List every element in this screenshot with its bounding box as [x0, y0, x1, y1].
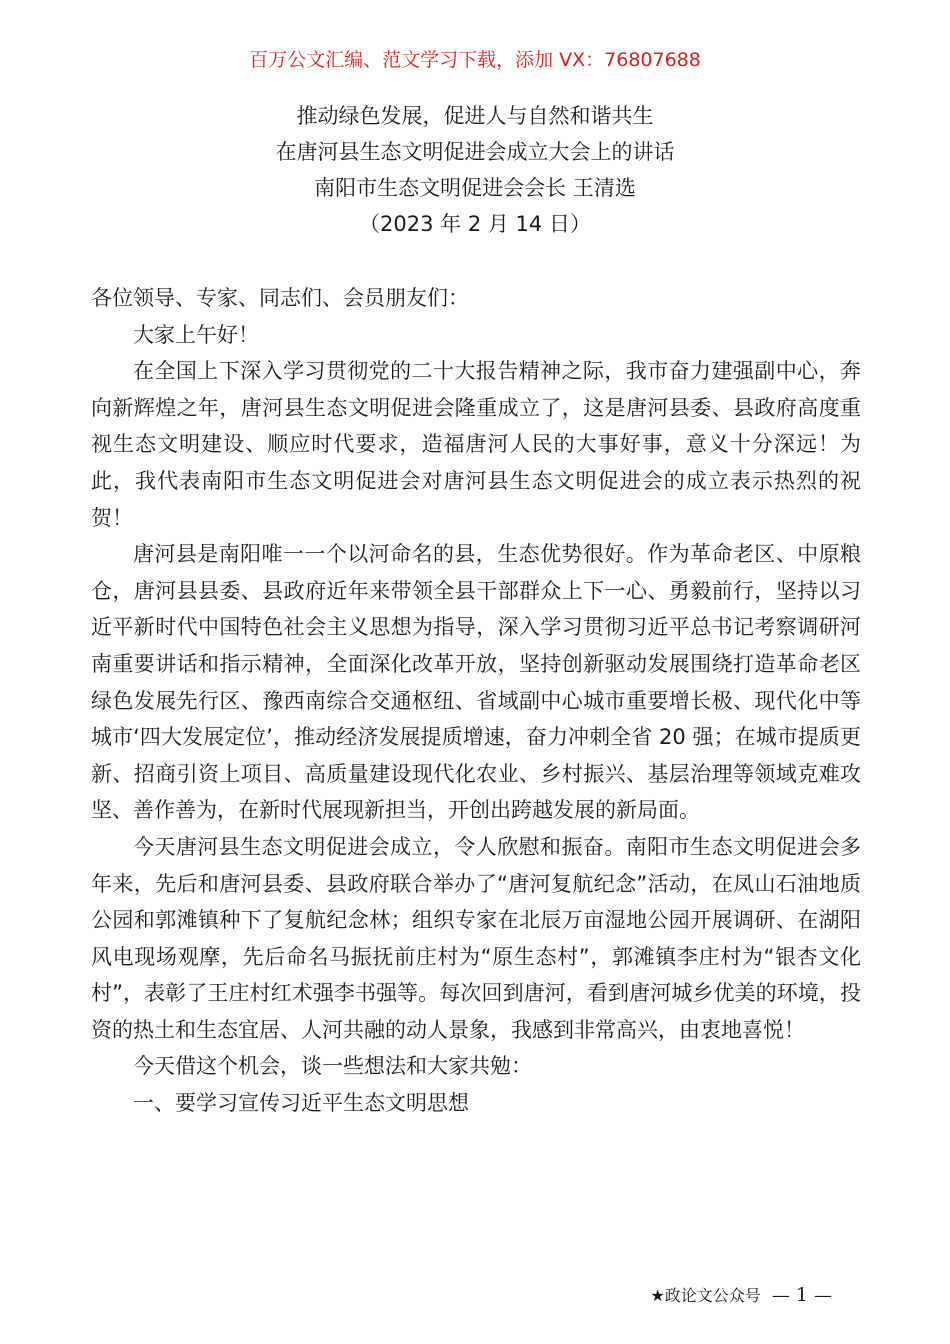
- paragraph: 今天唐河县生态文明促进会成立，令人欣慰和振奋。南阳市生态文明促进会多年来，先后和唐河县委、县政府联合举办了“唐河复航纪念”活动，在凤山石油地质公园和郭滩镇种下了复航纪念林；组织专家在北辰万亩湿地公园开展调研、在湖阳风电现场观摩，先后命名马振抚前庄村为“原生态村”，郭滩镇李庄村为“银杏文化村”，表彰了王庄村红术强李书强等。每次回到唐河，看到唐河城乡优美的环境，投资的热土和生态宜居、人河共融的动人景象，我感到非常高兴，由衷地喜悦！: [91, 834, 861, 1042]
- document-title: [0, 98, 950, 242]
- date-line: （2023 年 2 月 14 日）: [359, 212, 591, 236]
- paragraph: 今天借这个机会，谈一些想法和大家共勉：: [133, 1054, 532, 1079]
- greeting: 大家上午好！: [133, 322, 259, 347]
- paragraph: 唐河县是南阳唯一一个以河命名的县，生态优势很好。作为革命老区、中原粮仓，唐河县县委、县政府近年来带领全县干部群众上下一心、勇毅前行，坚持以习近平新时代中国特色社会主义思想为指导，深入学习贯彻习近平总书记考察调研河南重要讲话和指示精神，全面深化改革开放，坚持创新驱动发展围绕打造革命老区绿色发展先行区、豫西南综合交通枢纽、省域副中心城市重要增长极、现代化中等城市‘四大发展定位’，推动经济发展提质增速，奋力冲刺全省 20 强；在城市提质更新、招商引资上项目、高质量建设现代化农业、乡村振兴、基层治理等领域克难攻坚、善作善为，在新时代展现新担当，开创出跨越发展的新局面。: [91, 542, 861, 823]
- paragraph: 在全国上下深入学习贯彻党的二十大报告精神之际，我市奋力建强副中心，奔向新辉煌之年，唐河县生态文明促进会隆重成立了，这是唐河县委、县政府高度重视生态文明建设、顺应时代要求，造福唐河人民的大事好事，意义十分深远！为此，我代表南阳市生态文明促进会对唐河县生态文明促进会的成立表示热烈的祝贺！: [91, 359, 861, 530]
- salutation: 各位领导、专家、同志们、会员朋友们：: [91, 286, 469, 310]
- page-footer: [650, 1283, 838, 1308]
- footer-label: ★政论文公众号: [650, 1286, 761, 1305]
- page-number: 1: [795, 1284, 808, 1306]
- page-dash-left: —: [771, 1285, 790, 1306]
- page-dash-right: —: [814, 1285, 832, 1306]
- promo-banner: 百万公文汇编、范文学习下载，添加 VX：76807688: [249, 49, 701, 71]
- section-heading: 一、要学习宣传习近平生态文明思想: [133, 1091, 469, 1116]
- subtitle: 在唐河县生态文明促进会成立大会上的讲话: [275, 140, 675, 164]
- speech-body: [91, 280, 861, 1122]
- speaker-line: 南阳市生态文明促进会会长 王清选: [314, 176, 636, 200]
- main-title: 推动绿色发展，促进人与自然和谐共生: [296, 104, 654, 128]
